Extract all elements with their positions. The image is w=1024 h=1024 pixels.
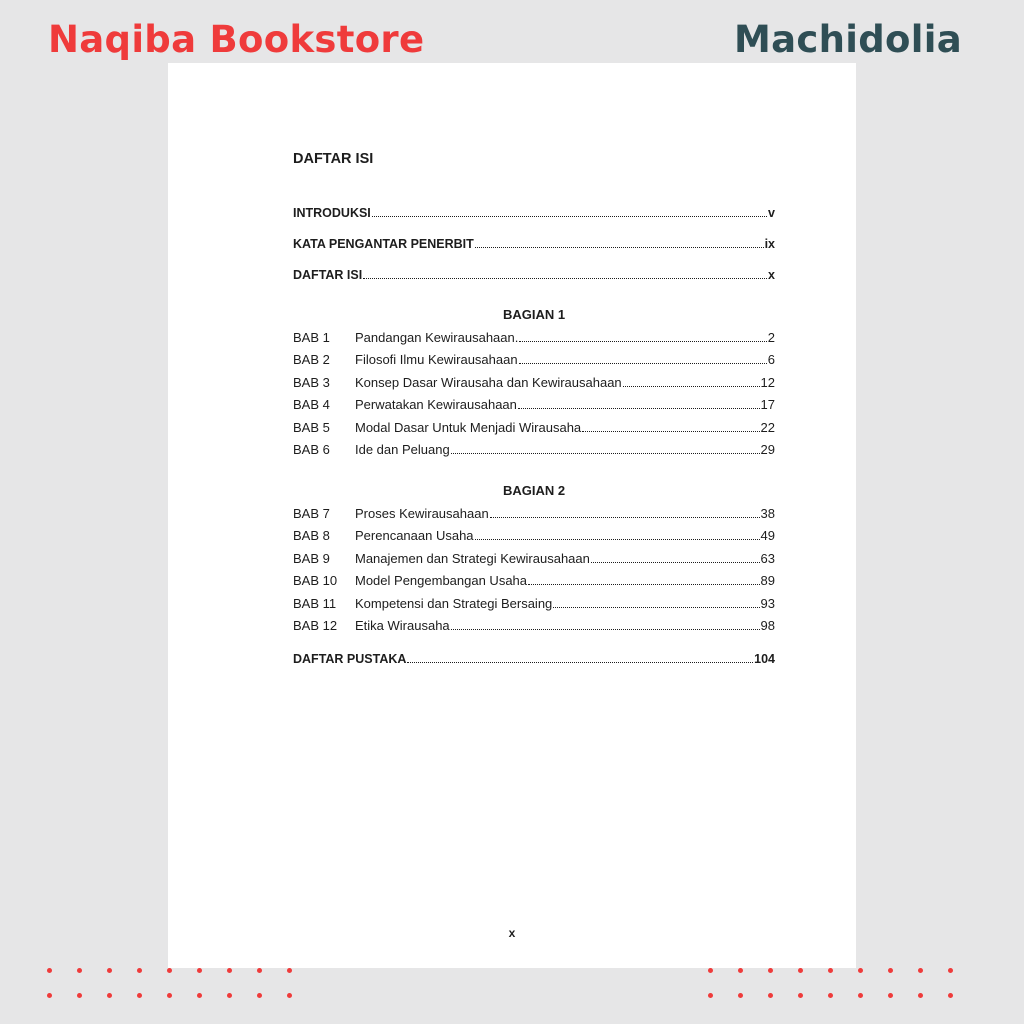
dot [858, 968, 863, 973]
chapter-page: 49 [760, 528, 775, 543]
brand-machidolia: Machidolia [734, 18, 962, 61]
leader-dots [623, 386, 760, 387]
dot [798, 968, 803, 973]
toc-entry-label: DAFTAR PUSTAKA [293, 652, 407, 666]
dot [287, 993, 292, 998]
toc-entry-page: x [768, 268, 775, 282]
toc-chapter-row [293, 397, 775, 413]
brand-naqiba: Naqiba Bookstore [48, 18, 425, 61]
dot [107, 993, 112, 998]
dot [77, 993, 82, 998]
chapter-number: BAB 3 [293, 375, 330, 390]
chapter-title: Proses Kewirausahaan [355, 506, 489, 521]
dot [197, 968, 202, 973]
toc-entry-label: KATA PENGANTAR PENERBIT [293, 237, 474, 251]
dot [107, 968, 112, 973]
toc-entry-introduksi [293, 205, 775, 221]
toc-chapter-row [293, 573, 775, 589]
toc-chapter-row [293, 528, 775, 544]
toc-chapter-row [293, 420, 775, 436]
dot [888, 968, 893, 973]
chapter-page: 6 [767, 352, 775, 367]
leader-dots [519, 363, 767, 364]
decorative-dots-left [47, 968, 317, 998]
chapter-page: 2 [767, 330, 775, 345]
toc-entry-page: v [768, 206, 775, 220]
toc-chapter-row [293, 375, 775, 391]
dot [167, 968, 172, 973]
chapter-number: BAB 1 [293, 330, 330, 345]
chapter-page: 22 [760, 420, 775, 435]
leader-dots [519, 341, 766, 342]
dot [227, 993, 232, 998]
dot [918, 993, 923, 998]
dot [858, 993, 863, 998]
dot [227, 968, 232, 973]
leader-dots [518, 408, 760, 409]
leader-dots [475, 539, 760, 540]
chapter-number: BAB 6 [293, 442, 330, 457]
toc-chapter-row [293, 442, 775, 458]
chapter-page: 98 [760, 618, 775, 633]
section-heading-bagian-2: BAGIAN 2 [502, 483, 566, 498]
dot [47, 968, 52, 973]
chapter-number: BAB 7 [293, 506, 330, 521]
dot [798, 993, 803, 998]
chapter-number: BAB 2 [293, 352, 330, 367]
toc-entry-label: DAFTAR ISI [293, 268, 363, 282]
chapter-number: BAB 11 [293, 596, 337, 611]
chapter-page: 89 [760, 573, 775, 588]
toc-entry-page: ix [764, 237, 775, 251]
toc-entry-daftar-isi [293, 267, 775, 283]
toc-chapter-row [293, 618, 775, 634]
chapter-page: 93 [760, 596, 775, 611]
toc-entry-label: INTRODUKSI [293, 206, 371, 220]
leader-dots [475, 247, 764, 248]
chapter-title: Pandangan Kewirausahaan. [355, 330, 519, 345]
toc-chapter-row [293, 330, 775, 346]
dot [918, 968, 923, 973]
dot [768, 968, 773, 973]
chapter-number: BAB 10 [293, 573, 338, 588]
section-heading-bagian-1: BAGIAN 1 [502, 307, 566, 322]
dot [948, 993, 953, 998]
chapter-title: Model Pengembangan Usaha [355, 573, 528, 588]
toc-chapter-row [293, 506, 775, 522]
leader-dots [363, 278, 767, 279]
toc-entry-kata-pengantar [293, 236, 775, 252]
leader-dots [582, 431, 759, 432]
leader-dots [553, 607, 759, 608]
dot [47, 993, 52, 998]
dot [828, 968, 833, 973]
chapter-page: 63 [760, 551, 775, 566]
leader-dots [451, 629, 760, 630]
chapter-title: Ide dan Peluang [355, 442, 450, 457]
chapter-page: 29 [760, 442, 775, 457]
page-number: x [508, 926, 516, 940]
dot [738, 968, 743, 973]
chapter-page: 12 [760, 375, 775, 390]
dot [167, 993, 172, 998]
chapter-number: BAB 4 [293, 397, 330, 412]
dot [888, 993, 893, 998]
dot [708, 993, 713, 998]
dot [768, 993, 773, 998]
leader-dots [407, 662, 753, 663]
decorative-dots-right [708, 968, 978, 998]
leader-dots [528, 584, 760, 585]
chapter-title: Etika Wirausaha [355, 618, 450, 633]
chapter-title: Perwatakan Kewirausahaan [355, 397, 517, 412]
leader-dots [591, 562, 760, 563]
toc-chapter-row [293, 596, 775, 612]
dot [137, 968, 142, 973]
leader-dots [372, 216, 767, 217]
dot [257, 968, 262, 973]
chapter-page: 17 [760, 397, 775, 412]
dot [197, 993, 202, 998]
dot [77, 968, 82, 973]
leader-dots [490, 517, 760, 518]
chapter-number: BAB 8 [293, 528, 330, 543]
chapter-page: 38 [760, 506, 775, 521]
dot [257, 993, 262, 998]
toc-chapter-row [293, 352, 775, 368]
chapter-number: BAB 5 [293, 420, 330, 435]
chapter-number: BAB 12 [293, 618, 338, 633]
chapter-number: BAB 9 [293, 551, 330, 566]
dot [137, 993, 142, 998]
toc-title: DAFTAR ISI [293, 151, 374, 167]
chapter-title: Filosofi Ilmu Kewirausahaan [355, 352, 518, 367]
toc-entry-page: 104 [754, 652, 775, 666]
chapter-title: Konsep Dasar Wirausaha dan Kewirausahaan [355, 375, 622, 390]
toc-chapter-row [293, 551, 775, 567]
chapter-title: Kompetensi dan Strategi Bersaing [355, 596, 553, 611]
dot [948, 968, 953, 973]
chapter-title: Modal Dasar Untuk Menjadi Wirausaha [355, 420, 582, 435]
document-page [168, 63, 856, 968]
dot [738, 993, 743, 998]
dot [708, 968, 713, 973]
leader-dots [451, 453, 760, 454]
chapter-title: Perencanaan Usaha [355, 528, 474, 543]
toc-entry-daftar-pustaka [293, 651, 775, 667]
dot [287, 968, 292, 973]
dot [828, 993, 833, 998]
chapter-title: Manajemen dan Strategi Kewirausahaan [355, 551, 590, 566]
